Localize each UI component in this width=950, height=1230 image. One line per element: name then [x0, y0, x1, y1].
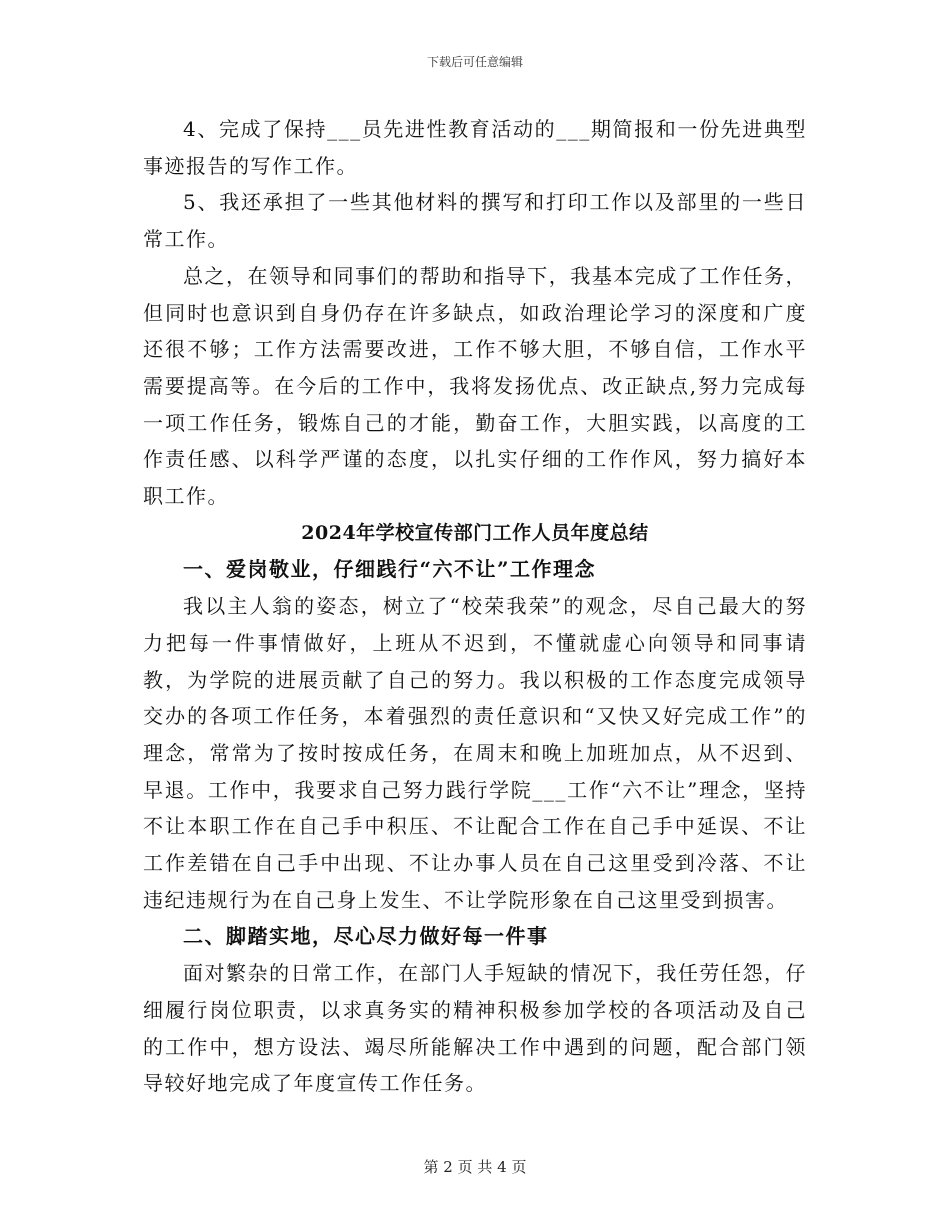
section-heading-1: 一、爱岗敬业，仔细践行“六不让”工作理念	[183, 557, 597, 582]
paragraph-item-5: 5、我还承担了一些其他材料的撰写和打印工作以及部里的一些日常工作。	[143, 190, 807, 252]
paragraph-section-2: 面对繁杂的日常工作，在部门人手短缺的情况下，我任劳任怨，仔细履行岗位职责，以求真务实的精神积极参加学校的各项活动及自己的工作中，想方设法、竭尽所能解决工作中遇到的问题，配合部门领导较好地完成了年度宣传工作任务。	[143, 961, 807, 1096]
section-heading-2: 二、脚踏实地，尽心尽力做好每一件事	[183, 924, 549, 949]
paragraph-item-4: 4、完成了保持___员先进性教育活动的___期简报和一份先进典型事迹报告的写作工作。	[143, 117, 807, 178]
page-number: 第 2 页 共 4 页	[423, 1158, 527, 1176]
page-header-note: 下载后可任意编辑	[426, 55, 523, 69]
document-body	[143, 111, 807, 1102]
paragraph-summary: 总之，在领导和同事们的帮助和指导下，我基本完成了工作任务，但同时也意识到自身仍存在许多缺点，如政治理论学习的深度和广度还很不够；工作方法需要改进，工作不够大胆，不够自信，工作水平需要提高等。在今后的工作中，我将发扬优点、改正缺点,努力完成每一项工作任务，锻炼自己的才能，勤奋工作，大胆实践，以高度的工作责任感、以科学严谨的态度，以扎实仔细的工作作风，努力搞好本职工作。	[143, 263, 807, 509]
paragraph-section-1: 我以主人翁的姿态，树立了“校荣我荣”的观念，尽自己最大的努力把每一件事情做好，上班从不迟到，不懂就虚心向领导和同事请教，为学院的进展贡献了自己的努力。我以积极的工作态度完成领导交办的各项工作任务，本着强烈的责任意识和“又快又好完成工作”的理念，常常为了按时按成任务，在周末和晚上加班加点，从不迟到、早退。工作中，我要求自己努力践行学院___工作“六不让”理念，坚持不让本职工作在自己手中积压、不让配合工作在自己手中延误、不让工作差错在自己手中出现、不让办事人员在自己这里受到冷落、不让违纪违规行为在自己身上发生、不让学院形象在自己这里受到损害。	[143, 594, 807, 912]
document-title: 2024年学校宣传部门工作人员年度总结	[301, 521, 649, 544]
